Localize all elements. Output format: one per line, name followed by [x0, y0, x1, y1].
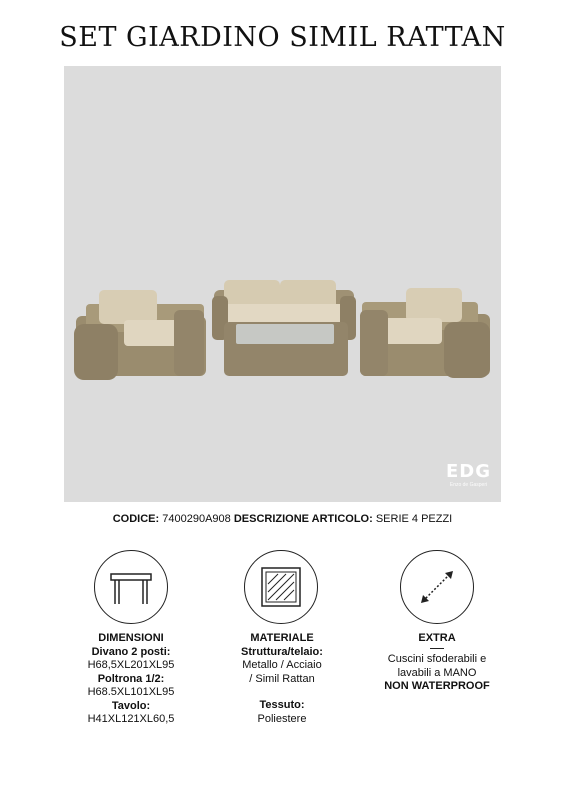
extra-line-1: Cuscini sfoderabili e — [387, 653, 487, 665]
product-code-line — [0, 513, 565, 525]
material-circle — [244, 550, 318, 624]
extra-line-3: NON WATERPROOF — [384, 680, 490, 692]
dimension-label-table: Tavolo: — [111, 699, 151, 712]
material-heading: MATERIALE — [250, 632, 314, 644]
extra-column — [362, 632, 512, 694]
left-armchair — [74, 290, 206, 380]
extra-heading: EXTRA — [418, 632, 456, 644]
page-title: SET GIARDINO SIMIL RATTAN — [59, 22, 506, 53]
extra-line-2: lavabili a MANO — [397, 666, 477, 679]
divider — [430, 648, 444, 650]
fabric-label: Tessuto: — [259, 699, 305, 711]
material-texture-icon — [245, 551, 317, 623]
table-icon — [95, 551, 167, 623]
brand-logo — [446, 461, 491, 488]
code-value: 7400290A908 — [162, 513, 231, 525]
dimensions-circle — [94, 550, 168, 624]
description-value: SERIE 4 PEZZI — [375, 513, 453, 525]
diagonal-arrow-icon — [401, 551, 473, 623]
description-label: DESCRIZIONE ARTICOLO: — [233, 513, 373, 525]
structure-value-2: / Simil Rattan — [249, 672, 315, 685]
extra-circle — [400, 550, 474, 624]
dimension-value-sofa: H68,5XL201XL95 — [87, 659, 175, 671]
right-armchair — [360, 288, 490, 378]
structure-label: Struttura/telaio: — [241, 645, 323, 658]
structure-value-1: Metallo / Acciaio — [242, 659, 322, 671]
fabric-value: Poliestere — [257, 712, 307, 725]
dimension-value-table: H41XL121XL60,5 — [87, 713, 175, 725]
dimensions-heading: DIMENSIONI — [98, 632, 164, 644]
dimension-label-armchair: Poltrona 1/2: — [97, 672, 165, 685]
dimension-label-sofa: Divano 2 posti: — [91, 645, 171, 658]
code-label: CODICE: — [112, 513, 160, 525]
coffee-table — [224, 322, 348, 376]
product-photo — [64, 66, 501, 502]
dimensions-column — [56, 632, 206, 727]
brand-tagline: Enzo de Gasperi — [449, 482, 488, 488]
material-column — [207, 632, 357, 726]
dimension-value-armchair: H68.5XL101XL95 — [87, 686, 175, 698]
brand-logo-text: EDG — [445, 461, 491, 482]
rattan-furniture-set-image — [64, 66, 501, 502]
